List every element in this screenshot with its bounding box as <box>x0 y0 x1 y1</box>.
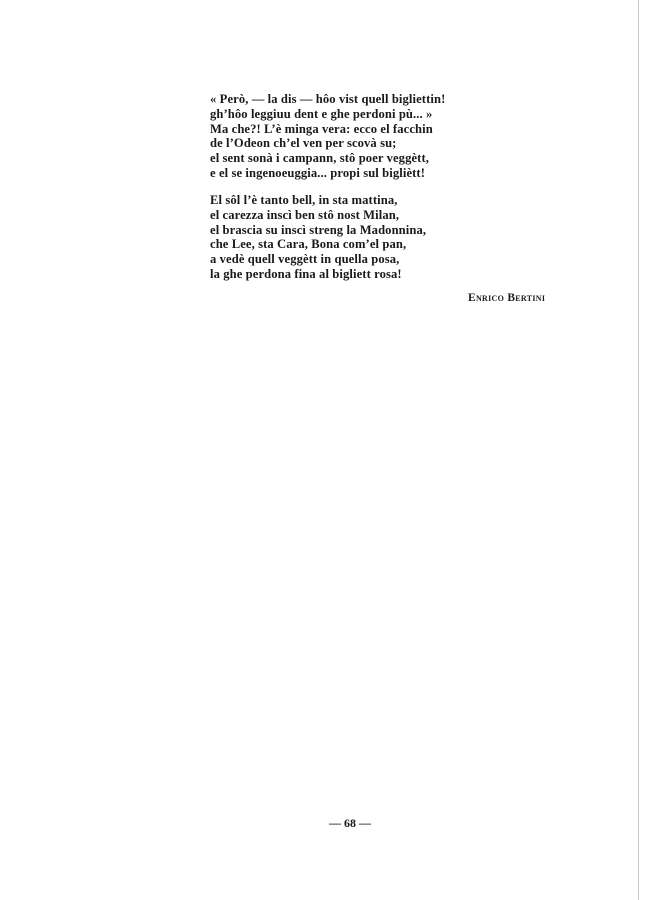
verse-line: el brascia su inscì streng la Madonnina, <box>210 222 427 237</box>
verse-line: el sent sonà i campann, stô poer veggètt, <box>210 151 429 166</box>
verse-line: e el se ingenoeuggia... propi sul bigliètt! <box>210 165 426 180</box>
page-number: — 68 — <box>329 816 371 830</box>
poem-stanza-2 <box>210 193 426 282</box>
verse-line: che Lee, sta Cara, Bona com’el pan, <box>210 237 407 252</box>
verse-line: Ma che?! L’è minga vera: ecco el facchin <box>210 121 433 136</box>
page-edge-line <box>638 0 639 900</box>
author-signature: Enrico Bertini <box>468 292 546 304</box>
verse-line: el carezza inscì ben stô nost Milan, <box>210 207 400 222</box>
verse-line: de l’Odeon ch’el ven per scovà su; <box>210 136 397 151</box>
verse-line: la ghe perdona fina al bigliett rosa! <box>210 266 402 281</box>
verse-line: « Però, — la dis — hôo vist quell bigliettin! <box>210 92 446 106</box>
verse-line: gh’hôo leggiuu dent e ghe perdoni pù... » <box>210 106 433 121</box>
verse-line: El sôl l’è tanto bell, in sta mattina, <box>210 193 398 207</box>
poem-stanza-1 <box>210 92 445 181</box>
verse-line: a vedè quell veggètt in quella posa, <box>210 252 400 267</box>
